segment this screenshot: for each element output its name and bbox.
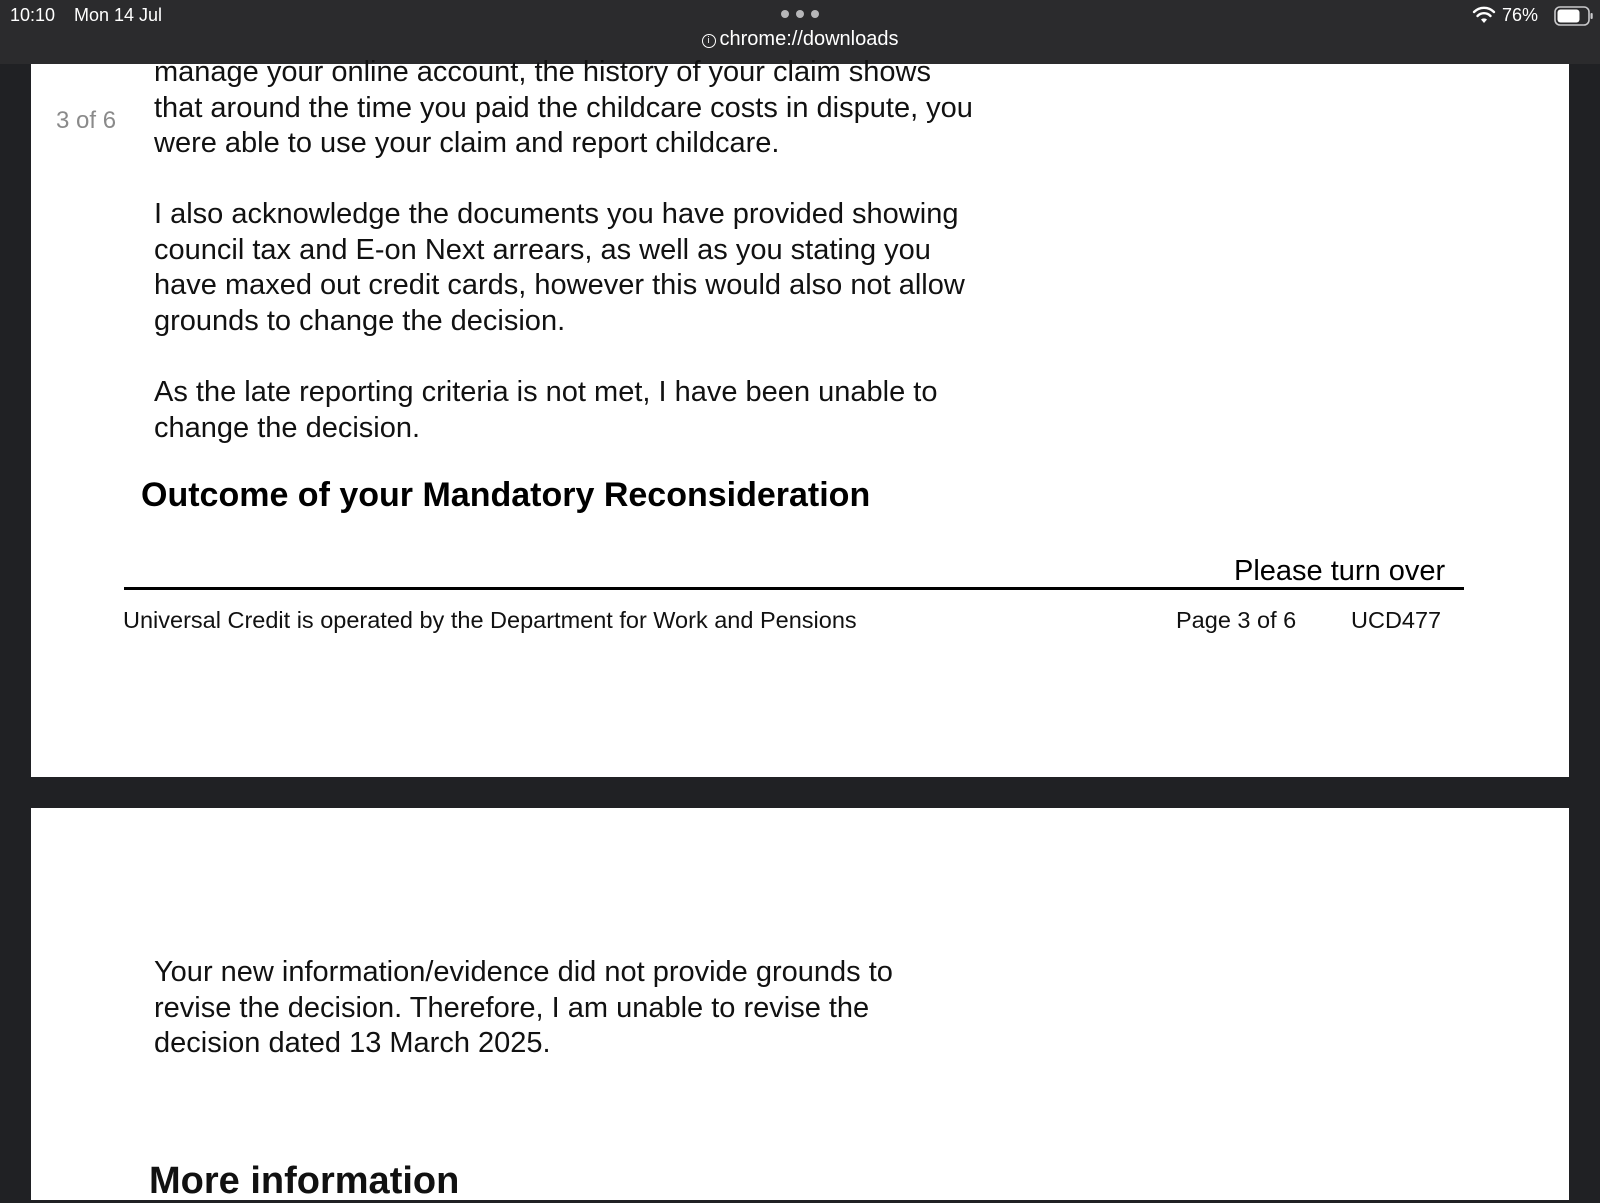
text-line: council tax and E-on Next arrears, as well as you stating you xyxy=(154,233,931,266)
text-line: have maxed out credit cards, however this would also not allow xyxy=(154,269,965,301)
text-line: that around the time you paid the childcare costs in dispute, you xyxy=(154,91,973,124)
text-line: manage your online account, the history of your claim shows xyxy=(154,56,931,88)
text-line: revise the decision. Therefore, I am unable to revise the xyxy=(154,991,870,1024)
text-line: I also acknowledge the documents you have provided showing xyxy=(154,198,959,230)
status-time: 10:10 xyxy=(10,5,56,25)
address-bar[interactable] xyxy=(0,28,1600,51)
info-icon[interactable]: i xyxy=(702,34,716,48)
battery-icon xyxy=(1554,6,1594,26)
turn-over-note: Please turn over xyxy=(1234,555,1446,587)
wifi-icon xyxy=(1472,6,1496,24)
footer-page-number: Page 3 of 6 xyxy=(1176,607,1297,633)
paragraph-history xyxy=(154,55,973,162)
paragraph-late-reporting xyxy=(154,375,937,446)
text-line: change the decision. xyxy=(154,411,421,444)
text-line: were able to use your claim and report childcare. xyxy=(154,127,780,159)
footer-operator: Universal Credit is operated by the Department for Work and Pensions xyxy=(123,607,857,633)
section-heading-more-information: More information xyxy=(149,1160,460,1202)
text-line: Your new information/evidence did not provide grounds to xyxy=(154,956,893,988)
multitasking-dots-icon[interactable] xyxy=(781,10,819,20)
status-date: Mon 14 Jul xyxy=(74,5,163,25)
footer-form-code: UCD477 xyxy=(1351,607,1442,633)
battery-percentage: 76% xyxy=(1502,5,1539,25)
url-text: chrome://downloads xyxy=(719,28,899,50)
page-indicator: 3 of 6 xyxy=(56,107,117,134)
text-line: decision dated 13 March 2025. xyxy=(154,1027,551,1059)
text-line: As the late reporting criteria is not met, I have been unable to xyxy=(154,376,938,408)
section-heading-outcome: Outcome of your Mandatory Reconsideration xyxy=(141,476,871,514)
footer-divider xyxy=(124,587,1464,590)
paragraph-outcome xyxy=(154,955,893,1062)
text-line: grounds to change the decision. xyxy=(154,304,566,337)
paragraph-documents xyxy=(154,197,965,339)
